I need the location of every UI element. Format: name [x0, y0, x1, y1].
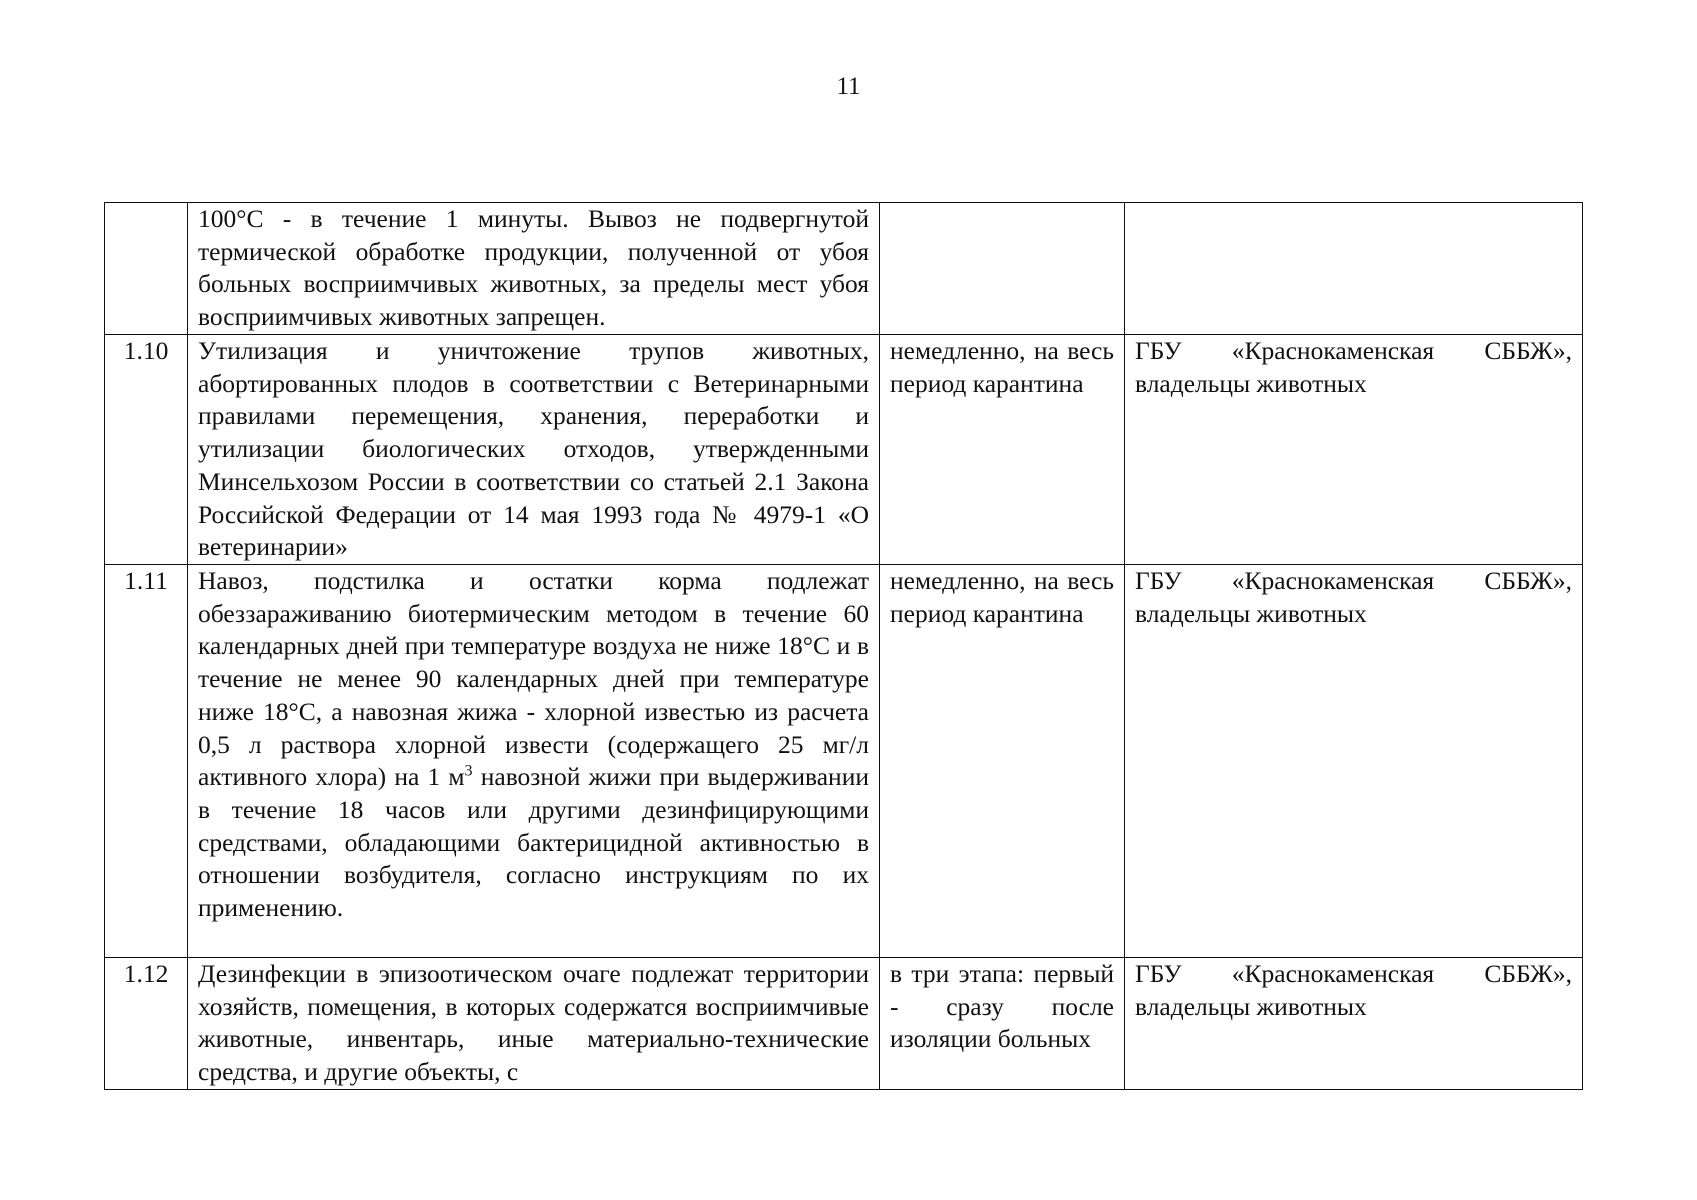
measure-text: 100°С - в течение 1 минуты. Вывоз не подвергнутой термической обработке продукции, полученной от убоя больных восприимчивых животных, за пределы мест убоя восприимчивых животных запрещен. [188, 203, 880, 335]
measure-text [188, 565, 880, 958]
responsible-cell: ГБУ «Краснокаменская СББЖ», владельцы животных [1125, 335, 1583, 565]
responsible-cell: ГБУ «Краснокаменская СББЖ», владельцы животных [1125, 565, 1583, 958]
term-cell: немедленно, на весь период карантина [880, 335, 1125, 565]
page-number: 11 [836, 73, 861, 100]
row-number: 1.11 [105, 565, 188, 958]
row-number [105, 203, 188, 335]
measure-text-part: навозной жижи при выдерживании в течение 18 часов или другими дезинфицирующими средствами, обладающими бактерицидной активностью в отношении возбудителя, согласно инструкциям по их применению. [198, 762, 869, 923]
term-cell [880, 203, 1125, 335]
table-row [105, 335, 1583, 565]
measure-text: Дезинфекции в эпизоотическом очаге подлежат территории хозяйств, помещения, в которых содержатся восприимчивые животные, инвентарь, иные материально-технические средства, и другие объекты, с [188, 958, 880, 1090]
row-number: 1.12 [105, 958, 188, 1090]
measure-text-part: Навоз, подстилка и остатки корма подлежат обеззараживанию биотермическим методом в течение 60 календарных дней при температуре воздуха не ниже 18°С и в течение не менее 90 календарных дней при температуре ниже 18°С, а навозная жижа - хлорной известью из расчета 0,5 л раствора хлорной извести (содержащего 25 мг/л активного хлора) на 1 м [198, 566, 869, 792]
table-row [105, 203, 1583, 335]
row-number: 1.10 [105, 335, 188, 565]
table-row [105, 565, 1583, 958]
superscript: 3 [464, 762, 473, 780]
responsible-cell [1125, 203, 1583, 335]
term-cell: немедленно, на весь период карантина [880, 565, 1125, 958]
responsible-cell: ГБУ «Краснокаменская СББЖ», владельцы животных [1125, 958, 1583, 1090]
measure-text: Утилизация и уничтожение трупов животных, абортированных плодов в соответствии с Ветеринарными правилами перемещения, хранения, переработки и утилизации биологических отходов, утвержденными Минсельхозом России в соответствии со статьей 2.1 Закона Российской Федерации от 14 мая 1993 года № 4979-1 «О ветеринарии» [188, 335, 880, 565]
term-cell: в три этапа: первый - сразу после изоляции больных [880, 958, 1125, 1090]
measures-table [104, 202, 1583, 1090]
table-row [105, 958, 1583, 1090]
